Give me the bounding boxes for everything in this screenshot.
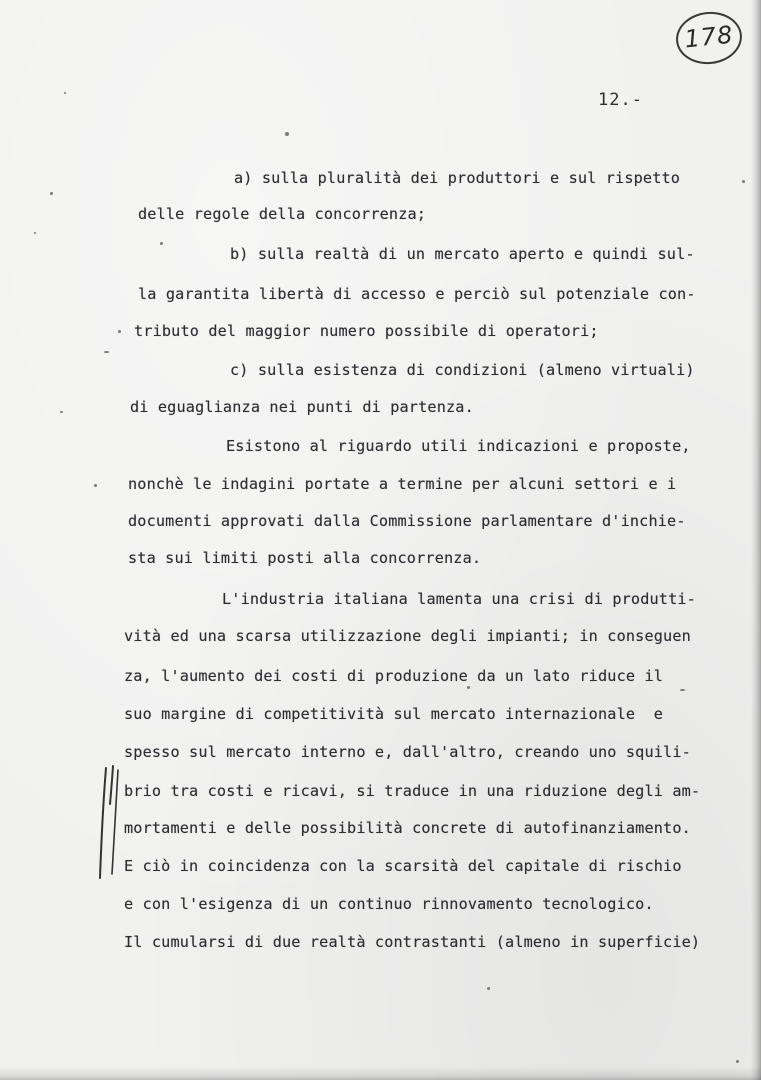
paper-speck	[742, 180, 745, 183]
scan-right-edge	[751, 0, 761, 1080]
text-line: a) sulla pluralità dei produttori e sul rispetto	[234, 169, 681, 187]
scan-bottom-edge	[0, 1066, 761, 1080]
text-line: sta sui limiti posti alla concorrenza.	[128, 549, 482, 567]
text-line: Il cumularsi di due realtà contrastanti (almeno in superficie)	[124, 933, 701, 951]
paper-speck	[60, 411, 63, 413]
archive-number-stamp: 178	[673, 9, 744, 68]
paper-speck	[467, 686, 470, 689]
text-line: spesso sul mercato interno e, dall'altro, creando uno squili-	[124, 743, 691, 761]
text-line: di eguaglianza nei punti di partenza.	[130, 398, 474, 416]
paper-speck	[680, 689, 685, 691]
text-line: brio tra costi e ricavi, si traduce in una riduzione degli am-	[124, 782, 701, 800]
text-line: delle regole della concorrenza;	[138, 205, 427, 223]
text-line: tributo del maggior numero possibile di operatori;	[134, 322, 599, 340]
paper-speck	[118, 330, 121, 333]
text-line: nonchè le indagini portate a termine per alcuni settori e i	[128, 475, 677, 493]
paper-speck	[34, 232, 36, 234]
paper-speck	[50, 192, 53, 195]
text-line: b) sulla realtà di un mercato aperto e quindi sul-	[230, 245, 695, 263]
paper-speck	[487, 987, 490, 990]
text-line: L'industria italiana lamenta una crisi di produtti-	[222, 590, 696, 608]
text-line: vità ed una scarsa utilizzazione degli impianti; in conseguen	[124, 627, 691, 645]
text-line: documenti approvati dalla Commissione parlamentare d'inchie-	[128, 512, 686, 530]
paper-speck	[736, 1060, 739, 1063]
paper-speck	[64, 92, 66, 94]
text-line: suo margine di competitività sul mercato internazionale e	[124, 705, 664, 723]
text-line: E ciò in coincidenza con la scarsità del capitale di rischio	[124, 857, 682, 875]
text-line: mortamenti e delle possibilità concrete di autofinanziamento.	[124, 819, 691, 837]
text-line: e con l'esigenza di un continuo rinnovamento tecnologico.	[124, 895, 654, 913]
margin-annotation-mark	[96, 762, 124, 882]
text-line: Esistono al riguardo utili indicazioni e proposte,	[226, 437, 691, 455]
text-line: za, l'aumento dei costi di produzione da un lato riduce il	[124, 667, 664, 685]
page-number: 12.-	[598, 90, 643, 110]
text-line: la garantita libertà di accesso e perciò sul potenziale con-	[138, 285, 696, 303]
paper-speck	[160, 242, 163, 245]
paper-speck	[104, 351, 109, 353]
paper-speck	[285, 132, 289, 136]
text-line: c) sulla esistenza di condizioni (almeno virtuali)	[230, 361, 695, 379]
paper-speck	[94, 484, 97, 487]
